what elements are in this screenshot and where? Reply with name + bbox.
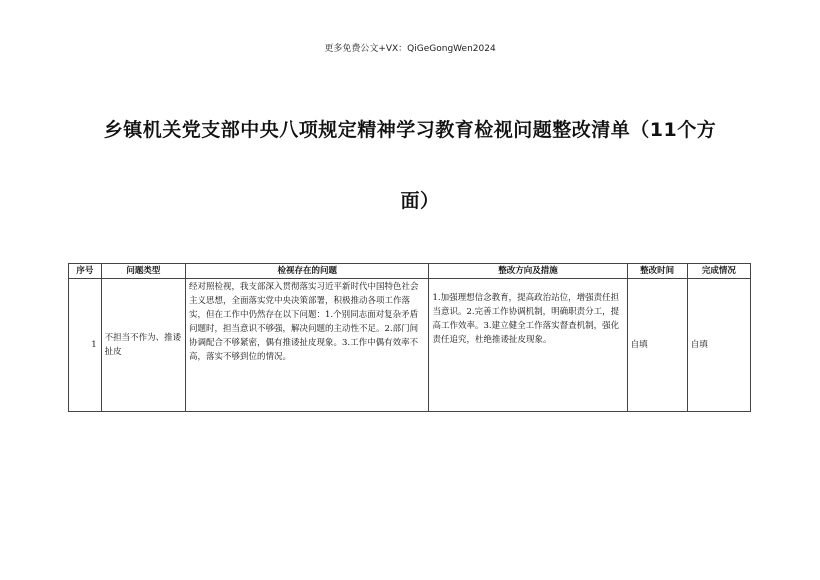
header-note: 更多免费公文+VX：QiGeGongWen2024 (324, 44, 496, 54)
header-time: 整改时间 (627, 264, 687, 279)
header-status: 完成情况 (687, 264, 750, 279)
header-type: 问题类型 (101, 264, 185, 279)
rectification-table (68, 263, 751, 412)
header-measures: 整改方向及措施 (429, 264, 627, 279)
cell-measures: 1.加强理想信念教育，提高政治站位，增强责任担当意识。2.完善工作协调机制，明确职责分工，提高工作效率。3.建立健全工作落实督查机制，强化责任追究，杜绝推诿扯皮现象。 (429, 279, 627, 412)
document-title-line-1: 乡镇机关党支部中央八项规定精神学习教育检视问题整改清单（11个方 (103, 119, 717, 141)
cell-seq: 1 (69, 279, 102, 412)
header-issue: 检视存在的问题 (185, 264, 428, 279)
cell-type: 不担当不作为、推诿扯皮 (101, 279, 185, 412)
cell-time: 自填 (627, 279, 687, 412)
table-row (69, 279, 751, 412)
header-seq: 序号 (69, 264, 102, 279)
document-title-line-2: 面） (400, 190, 440, 212)
cell-status: 自填 (687, 279, 750, 412)
cell-issue: 经对照检视，我支部深入贯彻落实习近平新时代中国特色社会主义思想，全面落实党中央决策部署，积极推动各项工作落实，但在工作中仍然存在以下问题：1.个别同志面对复杂矛盾问题时，担当意识不够强，解决问题的主动性不足。2.部门间协调配合不够紧密，偶有推诿扯皮现象。3.工作中偶有效率不高，落实不够到位的情况。 (185, 279, 428, 412)
table-header-row (69, 264, 751, 279)
